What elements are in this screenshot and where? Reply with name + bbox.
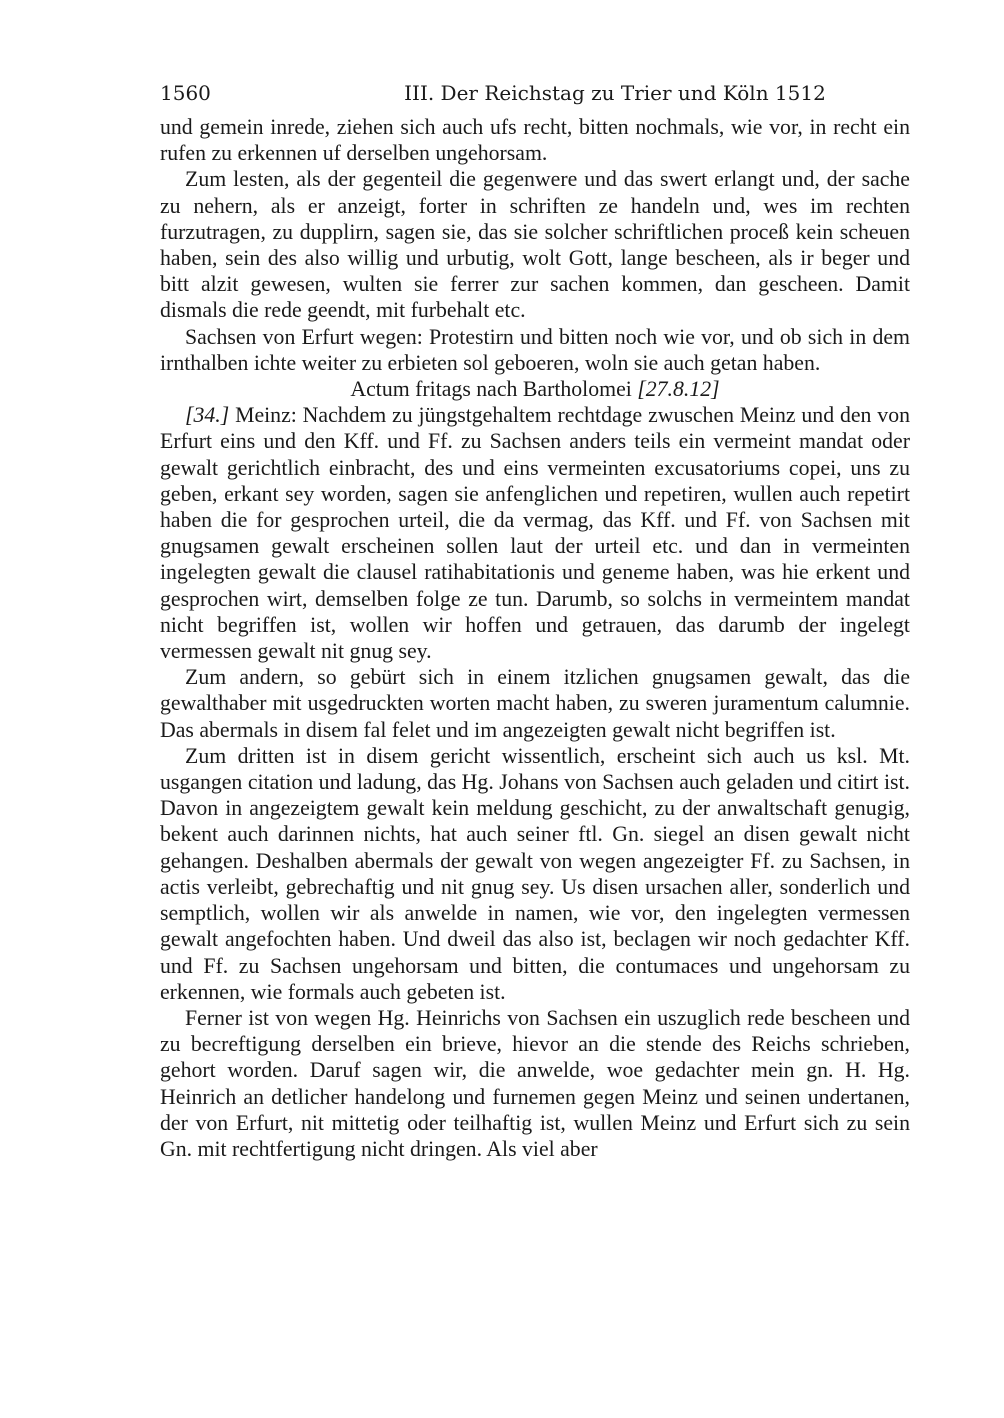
- paragraph-1: und gemein inrede, ziehen sich auch ufs recht, bitten nochmals, wie vor, in recht ein rufen zu erkennen uf derselben ungehorsam.: [160, 115, 910, 166]
- section-heading: [160, 376, 910, 402]
- body-text: [160, 114, 910, 1162]
- paragraph-5: Zum andern, so gebürt sich in einem itzlichen gnugsamen gewalt, das die gewalthaber mit usgedruckten worten macht haben, zu sweren juramentum calumnie. Das abermals in disem fal felet und im angezeigten gewalt nicht begriffen ist.: [160, 665, 910, 742]
- page-number: 1560: [160, 81, 211, 105]
- paragraph-2: Zum lesten, als der gegenteil die gegenwere und das swert erlangt und, der sache zu nehern, als er anzeigt, forter in schriften ze handeln und, wes im rechten furzutragen, zu dupplirn, sagen sie, das sie solcher schriftlichen proceß kein scheuen haben, sein des also willig und urbutig, wolt Gott, lange bescheen, als ir beger und bitt alzit gewesen, wulten sie ferrer zur sachen kommen, dan gescheen. Damit dismals die rede geendt, mit furbehalt etc.: [160, 167, 910, 323]
- paragraph-marker: [34.]: [185, 403, 230, 428]
- paragraph-6: Zum dritten ist in disem gericht wissentlich, erscheint sich auch us ksl. Mt. usgangen citation und ladung, das Hg. Johans von Sachsen auch geladen und citirt ist. Davon in angezeigtem gewalt kein meldung geschicht, zu der anwaltschaft genugig, bekent auch darinnen nichts, hat auch seiner ftl. Gn. siegel an disen gewalt nicht gehangen. Deshalben abermals der gewalt von wegen angezeigter Ff. zu Sachsen, in actis verleibt, gebrechaftig und nit gnug sey. Us disen ursachen aller, sonderlich und semptlich, wollen wir als anwelde in namen, wie vor, den ingelegten vermessen gewalt angefochten haben. Und dweil das also ist, beclagen wir noch gedachter Kff. und Ff. zu Sachsen ungehorsam und bitten, die contumaces und ungehorsam zu erkennen, wie formals auch gebeten ist.: [160, 743, 910, 1004]
- running-head: III. Der Reichstag zu Trier und Köln 1512: [404, 81, 826, 105]
- paragraph-7: Ferner ist von wegen Hg. Heinrichs von Sachsen ein uszuglich rede bescheen und zu becreftigung derselben ein brieve, hievor an die stende des Reichs schrieben, gehort worden. Daruf sagen wir, die anwelde, woe gedachter mein gn. H. Hg. Heinrich an detlicher handelong und furnemen gegen Meinz und seinen undertanen, der von Erfurt, nit mittetig oder teilhaftig ist, wullen Meinz und Erfurt sich zu sein Gn. mit rechtfertigung nicht dringen. Als viel aber: [160, 1005, 910, 1161]
- paragraph-3: Sachsen von Erfurt wegen: Protestirn und bitten noch wie vor, und ob sich in dem irnthalben ichte weiter zu erbieten sol geboeren, woln sie auch getan haben.: [160, 324, 910, 375]
- heading-text: Actum fritags nach Bartholomei: [350, 377, 638, 402]
- paragraph-4-text: Meinz: Nachdem zu jüngstgehaltem rechtdage zwuschen Meinz und den von Erfurt eins und den Kff. und Ff. zu Sachsen anders teils ein vermeint mandat oder gewalt gerichtlich einbracht, des und eins vermeinten excusatoriums copei, uns zu geben, erkant sey worden, sagen sie anfenglichen und repetiren, wullen auch repetirt haben die for gesprochen urteil, die da vermag, das Kff. und Ff. von Sachsen mit gnugsamen gewalt erscheinen sollen laut der urteil etc. und dan in vermeinten ingelegten gewalt die clausel ratihabitationis und geneme haben, was hie erkent und gesprochen wirt, demselben folge ze tun. Darumb, so solchs in vermeintem mandat nicht begriffen ist, wollen wir hoffen und getrauen, das darumb der ingelegt vermessen gewalt nit gnug sey.: [160, 403, 910, 664]
- paragraph-4: [160, 402, 910, 664]
- page-header: [160, 80, 910, 106]
- heading-date: [27.8.12]: [637, 377, 720, 402]
- document-page: [160, 80, 910, 1162]
